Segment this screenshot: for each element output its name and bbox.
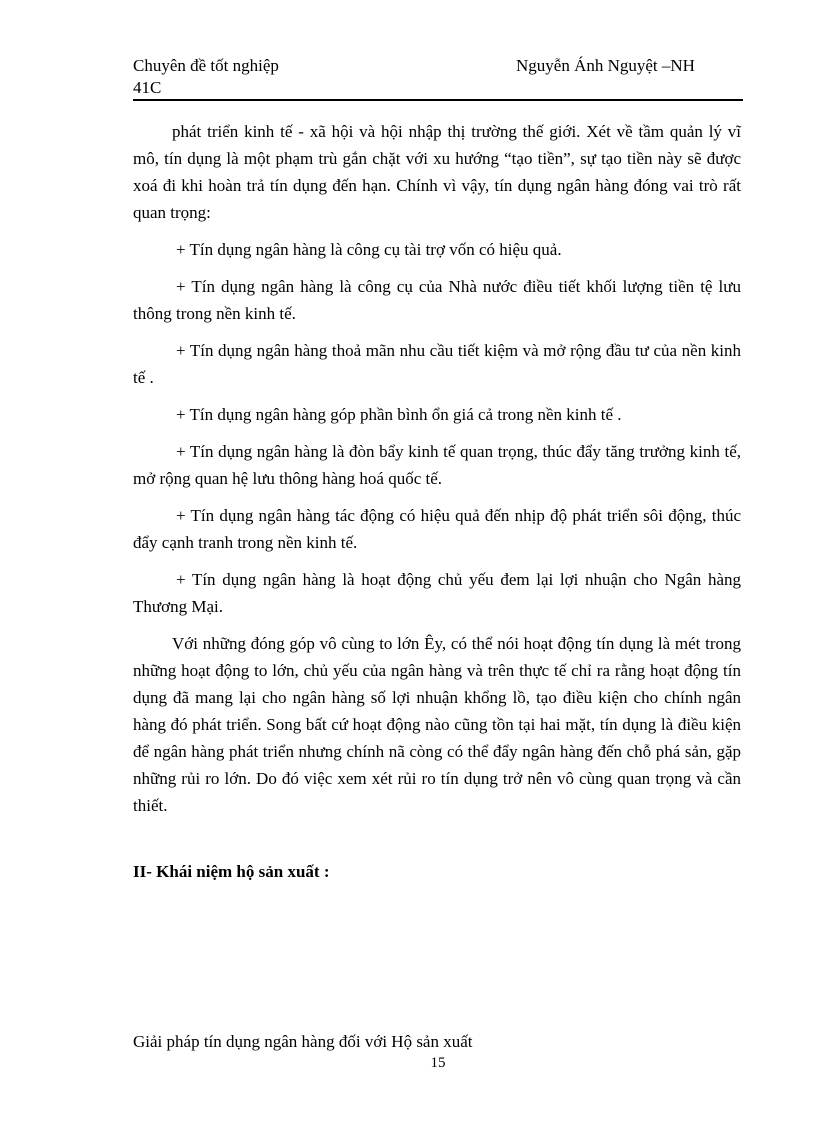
paragraph-conclusion: Với những đóng góp vô cùng to lớn Êy, có thể nói hoạt động tín dụng là mét trong những hoạt động to lớn, chủ yếu của ngân hàng và trên thực tế chỉ ra rằng hoạt động tín dụng đã mang lại cho ngân hàng số lợi nhuận khổng lồ, tạo điều kiện cho chính ngân hàng đó phát triển. Song bất cứ hoạt động nào cũng tồn tại hai mặt, tín dụng là điều kiện để ngân hàng phát triển nhưng chính nã còng có thể đẩy ngân hàng đến chỗ phá sản, gặp những rủi ro lớn. Do đó việc xem xét rủi ro tín dụng trở nên vô cùng quan trọng và cần thiết.: [133, 634, 741, 815]
bullet-item: + Tín dụng ngân hàng là hoạt động chủ yếu đem lại lợi nhuận cho Ngân hàng Thương Mại.: [133, 570, 741, 616]
footer-title: Giải pháp tín dụng ngân hàng đối với Hộ sản xuất: [133, 1032, 473, 1051]
bullet-item: + Tín dụng ngân hàng góp phần bình ổn giá cả trong nền kinh tế .: [176, 405, 622, 424]
header-author: Nguyễn Ánh Nguyệt –NH: [516, 56, 695, 75]
bullet-item: + Tín dụng ngân hàng là công cụ tài trợ vốn có hiệu quả.: [176, 240, 562, 259]
header-document-type: Chuyên đề tốt nghiệp: [133, 56, 279, 75]
section-heading: II- Khái niệm hộ sản xuất :: [133, 862, 330, 881]
header-divider: [133, 99, 743, 101]
bullet-item: + Tín dụng ngân hàng tác động có hiệu quả đến nhịp độ phát triển sôi động, thúc đẩy cạnh tranh trong nền kinh tế.: [133, 506, 741, 552]
page-number: 15: [430, 1055, 446, 1071]
body-text: [133, 118, 741, 829]
header-left: [133, 55, 279, 99]
header-class-code: 41C: [133, 78, 162, 97]
bullet-item: + Tín dụng ngân hàng thoả mãn nhu cầu tiết kiệm và mở rộng đầu tư của nền kinh tế .: [133, 341, 741, 387]
bullet-item: + Tín dụng ngân hàng là công cụ của Nhà nước điều tiết khối lượng tiền tệ lưu thông trong nền kinh tế.: [133, 277, 741, 323]
bullet-item: + Tín dụng ngân hàng là đòn bẩy kinh tế quan trọng, thúc đẩy tăng trưởng kinh tế, mở rộng quan hệ lưu thông hàng hoá quốc tế.: [133, 442, 741, 488]
paragraph-intro: phát triển kinh tế - xã hội và hội nhập thị trường thế giới. Xét về tầm quản lý vĩ mô, tín dụng là một phạm trù gắn chặt với xu hướng “tạo tiền”, sự tạo tiền này sẽ được xoá đi khi hoàn trả tín dụng đến hạn. Chính vì vậy, tín dụng ngân hàng đóng vai trò rất quan trọng:: [133, 122, 741, 222]
